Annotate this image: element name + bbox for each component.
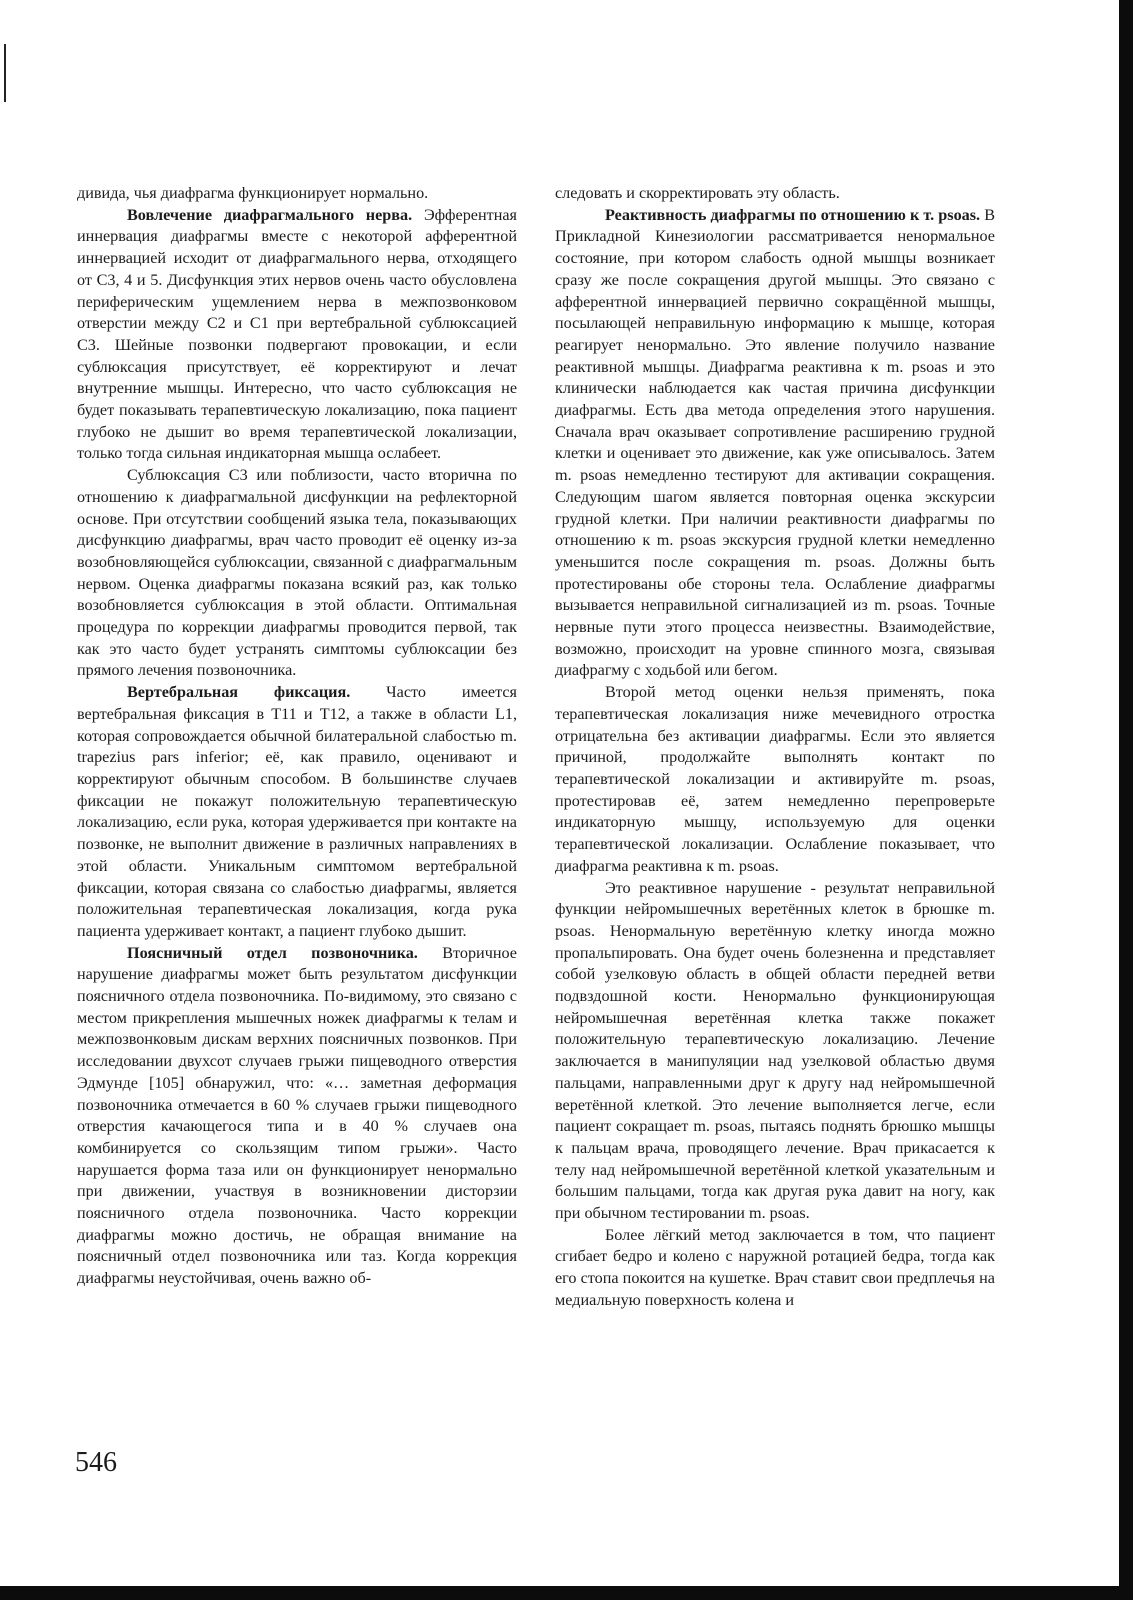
paragraph-heading: Поясничный отдел позвоночника. [127, 943, 418, 962]
paragraph-text: Это реактивное нарушение - результат неправильной функции нейромышечных веретённых клеток в брюшке m. psoas. Ненормальную веретённую клетку иногда можно пропальпировать. Она будет очень болезненна и представляет собой узелковую область в общей области передней ветви подвздошной кости. Ненормально функционирующая нейромышечная веретённая клетка также покажет положительную терапевтическую локализацию. Лечение заключается в манипуляции над узелковой областью двумя пальцами, направленными друг к другу над нейромышечной веретённой клеткой. Это лечение выполняется легче, если пациент сокращает m. psoas, пытаясь поднять брюшко мышцы к пальцам врача, проводящего лечение. Врач прикасается к телу над нейромышечной веретённой клеткой указательным и большим пальцами, тогда как другая рука давит на ногу, как при обычном тестировании m. psoas. [555, 878, 995, 1223]
paragraph-text: Сублюксация С3 или поблизости, часто вторична по отношению к диафрагмальной дисфункции на рефлекторной основе. При отсутствии сообщений языка тела, показывающих дисфункцию диафрагмы, врач часто проводит её оценку из-за возобновляющейся сублюксации, связанной с диафрагмальным нервом. Оценка диафрагмы показана всякий раз, как только возобновляется сублюксация в этой области. Оптимальная процедура по коррекции диафрагмы проводится первой, так как это часто будет устранять симптомы сублюксации без прямого лечения позвоночника. [77, 466, 517, 680]
paragraph [555, 682, 995, 877]
paragraph-heading: Вовлечение диафрагмального нерва. [127, 205, 413, 224]
right-column [555, 183, 995, 1312]
paragraph-text: Часто имеется вертебральная фиксация в Т11 и Т12, а также в области L1, которая сопровождается обычной билатеральной слабостью m. trapezius pars inferior; её, как правило, оценивают и корректируют обычным способом. В большинстве случаев фиксации не покажут положительную терапевтическую локализацию, если рука, которая удерживается при контакте на позвонке, не выполнит движение в различных направлениях в этой области. Уникальным симптомом вертебральной фиксации, которая связана со слабостью диафрагмы, является положительная терапевтическая локализация, когда рука пациента удерживает контакт, а пациент глубоко дышит. [77, 683, 517, 940]
left-column [77, 183, 517, 1290]
paragraph [555, 205, 995, 682]
paragraph-heading: Вертебральная фиксация. [127, 683, 351, 702]
paragraph [555, 878, 995, 1225]
scan-mark [4, 44, 6, 102]
paragraph [555, 1225, 995, 1312]
paragraph-text: дивида, чья диафрагма функционирует нормально. [77, 184, 429, 202]
paragraph [77, 465, 517, 682]
paragraph-heading: Реактивность диафрагмы по отношению к т. psoas. [605, 205, 981, 224]
scan-edge-right [1119, 0, 1133, 1600]
paragraph-text: В Прикладной Кинезиологии рассматривается ненормальное состояние, при котором слабость одной мышцы возникает сразу же после сокращения другой мышцы. Это связано с афферентной иннервацией первично сокращённой мышцы, посылающей неправильную информацию к мышце, которая реагирует ненормально. Это явление получило название реактивной мышцы. Диафрагма реактивна к m. psoas и это клинически наблюдается как частая причина дисфункции диафрагмы. Есть два метода определения этого нарушения. Сначала врач оказывает сопротивление расширению грудной клетки и оценивает это движение, как уже описывалось. Затем m. psoas немедленно тестируют для активации сокращения. Следующим шагом является повторная оценка экскурсии грудной клетки. При наличии реактивности диафрагмы по отношению к m. psoas экскурсия грудной клетки немедленно уменьшится после сокращения m. psoas. Должны быть протестированы обе стороны тела. Ослабление диафрагмы вызывается неправильной сигнализацией из m. psoas. Точные нервные пути этого процесса неизвестны. Взаимодействие, возможно, происходит на уровне спинного мозга, связывая диафрагму с ходьбой или бегом. [555, 205, 995, 680]
paragraph [77, 943, 517, 1290]
paragraph-text: следовать и скорректировать эту область. [555, 184, 840, 202]
paragraph-text: Второй метод оценки нельзя применять, пока терапевтическая локализация ниже мечевидного отростка отрицательна без активации диафрагмы. Если это является причиной, продолжайте выполнять контакт по терапевтической локализации и активируйте m. psoas, протестировав её, затем немедленно перепроверьте индикаторную мышцу, используемую для оценки терапевтической локализации. Ослабление показывает, что диафрагма реактивна к m. psoas. [555, 683, 995, 875]
paragraph [77, 205, 517, 465]
page-number: 546 [75, 1447, 117, 1478]
paragraph [77, 682, 517, 942]
paragraph [77, 183, 517, 205]
paragraph [555, 183, 995, 205]
paragraph-text: Более лёгкий метод заключается в том, что пациент сгибает бедро и колено с наружной ротацией бедра, тогда как его стопа покоится на кушетке. Врач ставит свои предплечья на медиальную поверхность колена и [555, 1225, 995, 1309]
paragraph-text: Вторичное нарушение диафрагмы может быть результатом дисфункции поясничного отдела позвоночника. По-видимому, это связано с местом прикрепления мышечных ножек диафрагмы к телам и межпозвонковым дискам верхних поясничных позвонков. При исследовании двухсот случаев грыжи пищеводного отверстия Эдмунде [105] обнаружил, что: «… заметная деформация позвоночника отмечается в 60 % случаев грыжи пищеводного отверстия качающегося типа и в 40 % случаев она комбинируется со скользящим типом грыжи». Часто нарушается форма таза или он функционирует ненормально при движении, участвуя в возникновении дисторзии поясничного отдела позвоночника. Часто коррекции диафрагмы можно достичь, не обращая внимание на поясничный отдел позвоночника или таз. Когда коррекция диафрагмы неустойчивая, очень важно об- [77, 943, 517, 1288]
paragraph-text: Эфферентная иннервация диафрагмы вместе с некоторой афферентной иннервацией исходит от диафрагмального нерва, отходящего от С3, 4 и 5. Дисфункция этих нервов очень часто обусловлена периферическим ущемлением нерва в межпозвонковом отверстии между С2 и С1 при вертебральной сублюксацией С3. Шейные позвонки подвергают провокации, и если сублюксация присутствует, её корректируют и лечат внутренние мышцы. Интересно, что часто сублюксация не будет показывать терапевтическую локализацию, пока пациент глубоко не дышит во время терапевтической локализации, только тогда сильная индикаторная мышца ослабеет. [77, 205, 517, 463]
scan-edge-bottom [0, 1586, 1133, 1600]
